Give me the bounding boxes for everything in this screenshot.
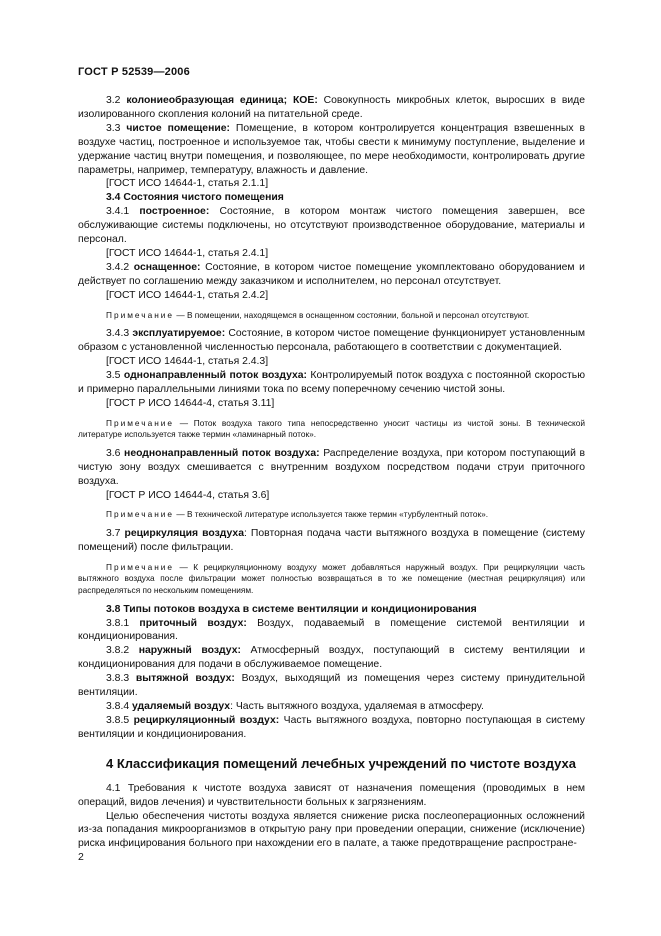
subsection-heading: 3.4 Состояния чистого помещения [106,192,284,204]
definition-paragraph [78,672,585,700]
definition-paragraph [78,527,585,555]
note-text: — Поток воздуха такого типа непосредственно уносит частицы из чистой зоны. В технической литературе используется также термин «ламинарный поток». [78,417,585,440]
section-heading: 4 Классификация помещений лечебных учреждений по чистоте воздуха [106,755,576,771]
definition-text: Воздух, подаваемый в помещение системой вентиляции и кондиционирования. [78,617,585,643]
clause-number: 3.8.4 [106,700,130,712]
definition-paragraph [78,205,585,247]
note-label: Примечание [106,309,175,320]
source-reference: [ГОСТ ИСО 14644-1, статья 2.1.1] [106,178,269,190]
clause-number: 3.4.1 [106,206,130,218]
clause-number: 3.2 [106,95,121,106]
source-reference: [ГОСТ Р ИСО 14644-4, статья 3.11] [106,397,275,409]
definition-text: Часть вытяжного воздуха, повторно поступающая в систему вентиляции и кондиционирования. [78,714,585,740]
definition-paragraph [78,261,585,289]
definition-paragraph [78,714,585,742]
definition-text: Воздух, выходящий из помещения через систему принудительной вентиляции. [78,673,586,699]
note-label: Примечание [106,417,175,428]
clause-number: 3.7 [106,528,121,540]
defined-term: рециркуляция воздуха [124,528,244,540]
note-paragraph [78,562,585,597]
definition-paragraph [78,122,585,178]
definition-text: Контролируемый поток воздуха с постоянной скоростью и примерно параллельными линиями тока по всему поперечному сечению чистой зоны. [78,369,585,395]
definition-paragraph [78,447,585,489]
definition-text: Помещение, в котором контролируется концентрация взвешенных в воздухе частиц, построенное и используемое так, чтобы свести к минимуму поступление, выделение и удержание частиц внутри помещения, и позволяющее, по мере необходимости, контролировать другие параметры, например, температуру, влажность и давление. [78,122,585,176]
clause-number: 3.3 [106,122,121,134]
defined-term: неоднонаправленный поток воздуха: [124,447,320,459]
definition-text: Состояние, в котором монтаж чистого помещения завершен, все обслуживающие системы подключены, но отсутствуют производственное оборудование, материалы и персонал. [78,206,586,246]
defined-term: эксплуатируемое: [132,328,226,340]
definition-text: Состояние, в котором чистое помещение укомплектовано оборудованием и действует по соглашению между заказчиком и исполнителем, но персонал отсутствует. [78,261,585,287]
definition-text: Распределение воздуха, при котором поступающий в чистую зону воздух смешивается с внутренним воздухом посредством подачи струи приточного воздуха. [78,447,585,487]
definition-paragraph [78,327,585,355]
note-paragraph [78,310,585,322]
note-label: Примечание [106,509,175,520]
definition-paragraph [78,369,585,397]
clause-number: 3.8.1 [106,617,130,629]
clause-number: 3.8.2 [106,645,130,657]
source-reference: [ГОСТ ИСО 14644-1, статья 2.4.3] [106,356,269,367]
page-number: 2 [78,851,84,863]
note-text: — К рециркуляционному воздуху может добавляться наружный воздух. При рециркуляции часть вытяжного воздуха после фильтрации может полностью возвращаться в то же помещение (местная рециркуляция) или распределяться по нескольким помещениям. [78,561,585,596]
source-reference: [ГОСТ ИСО 14644-1, статья 2.4.2] [106,289,269,301]
body-paragraph: 4.1 Требования к чистоте воздуха зависят от назначения помещения (проводимых в нем операций, видов лечения) и чувствительности больных к загрязнениям. [78,782,585,808]
defined-term: рециркуляционный воздух: [133,714,280,726]
page-header: ГОСТ Р 52539—2006 [78,66,190,78]
clause-number: 3.4.3 [106,328,130,340]
note-label: Примечание [106,561,175,572]
body-paragraph: Целью обеспечения чистоты воздуха является снижение риска послеоперационных осложнений из-за попадания микроорганизмов в открытую рану при проведении операции, снижение (исключение) риска инфицирования больного при нахождении его в палате, а также предотвращение распростране- [78,810,585,850]
definition-paragraph [78,617,585,645]
definition-text: : Повторная подача части вытяжного воздуха в помещение (систему помещений) после фильтрации. [78,528,585,553]
definition-text: : Часть вытяжного воздуха, удаляемая в атмосферу. [230,700,484,712]
defined-term: вытяжной воздух: [135,673,235,685]
defined-term: оснащенное: [133,261,201,273]
note-text: — В помещении, находящемся в оснащенном состоянии, больной и персонал отсутствуют. [174,309,530,320]
defined-term: построенное: [139,206,210,218]
source-reference: [ГОСТ ИСО 14644-1, статья 2.4.1] [106,247,269,259]
clause-number: 3.8.5 [106,714,130,726]
clause-number: 3.8.3 [106,673,130,685]
definition-text: Совокупность микробных клеток, выросших в виде изолированного скопления колоний на питательной среде. [78,95,586,120]
note-paragraph [78,509,585,521]
page-content [78,94,585,851]
definition-paragraph [78,94,585,122]
note-text: — В технической литературе используется также термин «турбулентный поток». [174,509,489,520]
definition-text: Атмосферный воздух, поступающий в систему вентиляции и кондиционирования для подачи в обслуживаемое помещение. [78,645,586,671]
note-paragraph [78,418,585,441]
defined-term: колониеобразующая единица; КОЕ: [126,95,318,106]
clause-number: 3.6 [106,447,121,459]
defined-term: однонаправленный поток воздуха: [123,369,307,381]
definition-paragraph [78,644,585,672]
definition-text: Состояние, в котором чистое помещение функционирует установленным образом с установленной численностью персонала, работающего в соответствии с документацией. [78,328,585,354]
defined-term: приточный воздух: [139,617,247,629]
definition-paragraph [78,700,585,714]
clause-number: 3.4.2 [106,261,130,273]
defined-term: наружный воздух: [138,645,241,657]
clause-number: 3.5 [106,369,121,381]
defined-term: чистое помещение: [126,122,230,134]
subsection-heading: 3.8 Типы потоков воздуха в системе вентиляции и кондиционирования [106,603,477,615]
source-reference: [ГОСТ Р ИСО 14644-4, статья 3.6] [106,489,270,501]
defined-term: удаляемый воздух [132,700,231,712]
